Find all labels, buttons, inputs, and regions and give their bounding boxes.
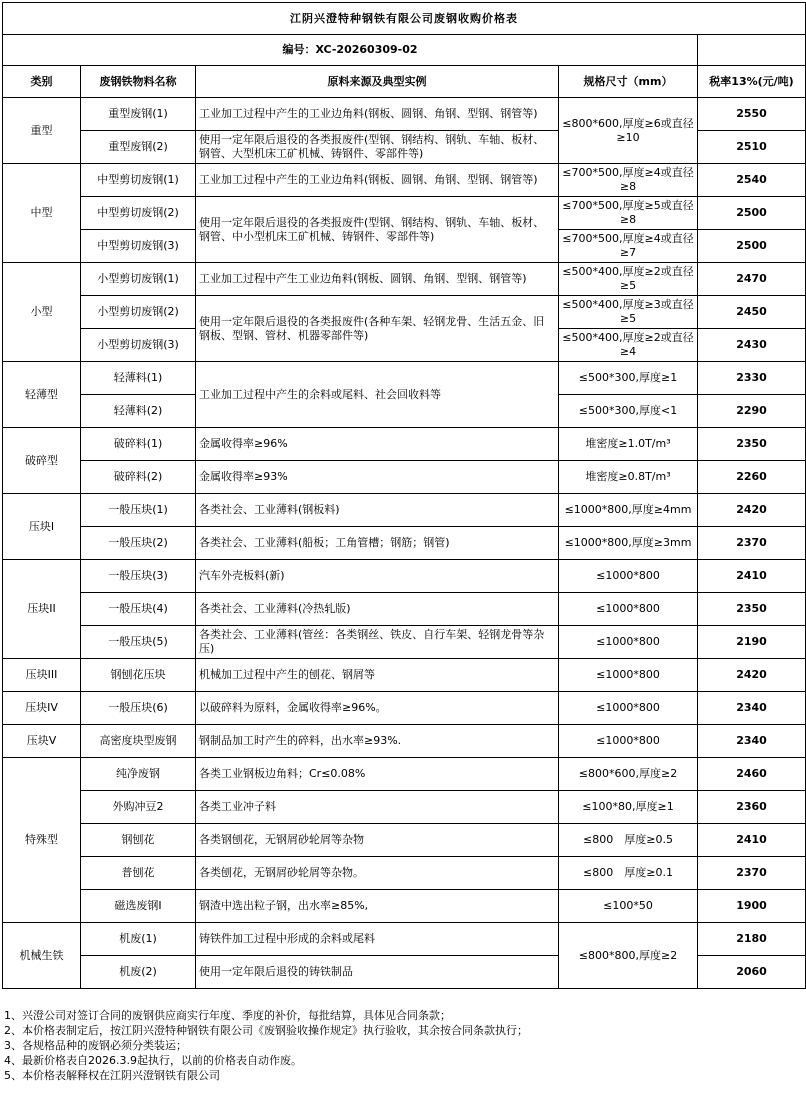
material-spec: ≤700*500,厚度≥4或直径≥7 [559,230,698,263]
material-source: 工业加工过程中产生工业边角料(钢板、圆钢、角钢、型钢、钢管等) [196,263,559,296]
price-value: 2260 [698,461,806,494]
price-value: 2360 [698,791,806,824]
header-spec: 规格尺寸（mm） [559,66,698,98]
material-name: 破碎料(1) [81,428,196,461]
material-name: 钢刨花 [81,824,196,857]
price-value: 2410 [698,824,806,857]
header-material-name: 废钢铁物料名称 [81,66,196,98]
material-source: 各类刨花，无钢屑砂轮屑等杂物。 [196,857,559,890]
material-source: 工业加工过程中产生的工业边角料(钢板、圆钢、角钢、型钢、钢管等) [196,164,559,197]
price-value: 2330 [698,362,806,395]
material-source: 使用一定年限后退役的各类报废件(型钢、钢结构、钢轨、车轴、板材、钢管、大型机床工矿机械、铸钢件、零部件等) [196,131,559,164]
material-spec: ≤700*500,厚度≥4或直径≥8 [559,164,698,197]
material-spec: ≤700*500,厚度≥5或直径≥8 [559,197,698,230]
price-value: 2340 [698,692,806,725]
material-source: 钢制品加工时产生的碎料，出水率≥93%. [196,725,559,758]
price-value: 2450 [698,296,806,329]
material-spec: ≤1000*800 [559,659,698,692]
material-name: 一般压块(6) [81,692,196,725]
material-source: 工业加工过程中产生的工业边角料(钢板、圆钢、角钢、型钢、钢管等) [196,98,559,131]
material-name: 破碎料(2) [81,461,196,494]
category-heavy: 重型 [3,98,81,164]
category-special: 特殊型 [3,758,81,923]
price-value: 2350 [698,428,806,461]
material-spec: ≤800 厚度≥0.5 [559,824,698,857]
category-crushed: 破碎型 [3,428,81,494]
price-value: 2420 [698,659,806,692]
price-value: 2500 [698,230,806,263]
category-block-5: 压块V [3,725,81,758]
material-name: 一般压块(3) [81,560,196,593]
material-source: 各类工业冲子料 [196,791,559,824]
material-name: 机废(2) [81,956,196,989]
price-value: 2470 [698,263,806,296]
material-spec: ≤800*800,厚度≥2 [559,923,698,989]
material-name: 一般压块(1) [81,494,196,527]
material-source: 各类社会、工业薄料(冷热轧版) [196,593,559,626]
material-source: 使用一定年限后退役的铸铁制品 [196,956,559,989]
category-thin: 轻薄型 [3,362,81,428]
category-block-1: 压块I [3,494,81,560]
material-spec: ≤800 厚度≥0.1 [559,857,698,890]
material-name: 一般压块(5) [81,626,196,659]
price-value: 2290 [698,395,806,428]
note-line: 3、各规格品种的废钢必须分类装运； [4,1039,187,1052]
price-value: 2190 [698,626,806,659]
material-source: 金属收得率≥96% [196,428,559,461]
document-code: 编号：XC-20260309-02 [3,35,698,66]
note-line: 2、本价格表制定后，按江阴兴澄特种钢铁有限公司《废钢验收操作规定》执行验收，其余按合同条款执行； [4,1024,528,1037]
material-spec: ≤500*300,厚度<1 [559,395,698,428]
material-spec: ≤1000*800 [559,692,698,725]
material-source: 以破碎料为原料，金属收得率≥96%。 [196,692,559,725]
material-spec: ≤1000*800,厚度≥3mm [559,527,698,560]
material-name: 高密度块型废钢 [81,725,196,758]
material-source: 各类社会、工业薄料(船板；工角管槽；钢筋；钢管) [196,527,559,560]
price-value: 2060 [698,956,806,989]
note-line: 1、兴澄公司对签订合同的废钢供应商实行年度、季度的补价，每批结算，具体见合同条款； [4,1009,451,1022]
material-name: 中型剪切废钢(2) [81,197,196,230]
material-source: 机械加工过程中产生的刨花、钢屑等 [196,659,559,692]
note-line: 5、本价格表解释权在江阴兴澄钢铁有限公司 [4,1069,220,1082]
material-spec: ≤1000*800 [559,725,698,758]
material-name: 小型剪切废钢(3) [81,329,196,362]
material-spec: ≤1000*800 [559,626,698,659]
price-table [2,2,806,989]
material-name: 轻薄料(1) [81,362,196,395]
notes-section [4,1008,802,1083]
category-cast-iron: 机械生铁 [3,923,81,989]
material-source: 使用一定年限后退役的各类报废件(型钢、钢结构、钢轨、车轴、板材、钢管、中小型机床工矿机械、铸钢件、零部件等) [196,197,559,263]
price-value: 2540 [698,164,806,197]
material-source: 铸铁件加工过程中形成的余料或尾料 [196,923,559,956]
price-value: 2340 [698,725,806,758]
material-name: 外购冲豆2 [81,791,196,824]
material-source: 金属收得率≥93% [196,461,559,494]
price-value: 2430 [698,329,806,362]
material-spec: ≤500*400,厚度≥2或直径≥5 [559,263,698,296]
material-spec: ≤100*80,厚度≥1 [559,791,698,824]
price-value: 2550 [698,98,806,131]
price-value: 2350 [698,593,806,626]
price-value: 2370 [698,857,806,890]
price-value: 2420 [698,494,806,527]
category-block-2: 压块II [3,560,81,659]
price-value: 2370 [698,527,806,560]
page-title: 江阴兴澄特种钢铁有限公司废钢收购价格表 [3,3,806,35]
empty-cell [698,35,806,66]
material-spec: 堆密度≥0.8T/m³ [559,461,698,494]
material-spec: ≤500*400,厚度≥2或直径≥4 [559,329,698,362]
material-name: 中型剪切废钢(1) [81,164,196,197]
material-name: 一般压块(2) [81,527,196,560]
material-name: 重型废钢(1) [81,98,196,131]
category-block-4: 压块IV [3,692,81,725]
material-spec: ≤1000*800 [559,560,698,593]
price-value: 1900 [698,890,806,923]
material-source: 各类工业钢板边角料；Cr≤0.08% [196,758,559,791]
category-small: 小型 [3,263,81,362]
material-spec: ≤1000*800,厚度≥4mm [559,494,698,527]
price-value: 2410 [698,560,806,593]
price-value: 2510 [698,131,806,164]
material-name: 一般压块(4) [81,593,196,626]
price-value: 2180 [698,923,806,956]
material-source: 使用一定年限后退役的各类报废件(各种车架、轻钢龙骨、生活五金、旧钢板、型钢、管材、机器零部件等) [196,296,559,362]
material-spec: ≤500*300,厚度≥1 [559,362,698,395]
material-name: 磁选废钢I [81,890,196,923]
material-name: 钢刨花压块 [81,659,196,692]
note-line: 4、最新价格表自2026.3.9起执行，以前的价格表自动作废。 [4,1054,302,1067]
header-category: 类别 [3,66,81,98]
header-price: 税率13%(元/吨) [698,66,806,98]
material-source: 汽车外壳板料(新) [196,560,559,593]
material-name: 机废(1) [81,923,196,956]
material-name: 小型剪切废钢(2) [81,296,196,329]
material-source: 工业加工过程中产生的余料或尾料、社会回收料等 [196,362,559,428]
header-source: 原料来源及典型实例 [196,66,559,98]
price-value: 2460 [698,758,806,791]
material-name: 普刨花 [81,857,196,890]
category-block-3: 压块III [3,659,81,692]
price-value: 2500 [698,197,806,230]
material-source: 各类社会、工业薄料(管丝：各类钢丝、铁皮、自行车架、轻钢龙骨等杂压) [196,626,559,659]
category-medium: 中型 [3,164,81,263]
material-source: 钢渣中选出粒子钢，出水率≥85%, [196,890,559,923]
material-spec: ≤800*600,厚度≥2 [559,758,698,791]
material-name: 轻薄料(2) [81,395,196,428]
material-spec: ≤100*50 [559,890,698,923]
material-name: 纯净废钢 [81,758,196,791]
material-source: 各类社会、工业薄料(钢板料) [196,494,559,527]
material-name: 小型剪切废钢(1) [81,263,196,296]
material-name: 中型剪切废钢(3) [81,230,196,263]
material-spec: ≤500*400,厚度≥3或直径≥5 [559,296,698,329]
material-name: 重型废钢(2) [81,131,196,164]
material-spec: ≤1000*800 [559,593,698,626]
material-spec: 堆密度≥1.0T/m³ [559,428,698,461]
material-source: 各类钢刨花，无钢屑砂轮屑等杂物 [196,824,559,857]
material-spec: ≤800*600,厚度≥6或直径≥10 [559,98,698,164]
